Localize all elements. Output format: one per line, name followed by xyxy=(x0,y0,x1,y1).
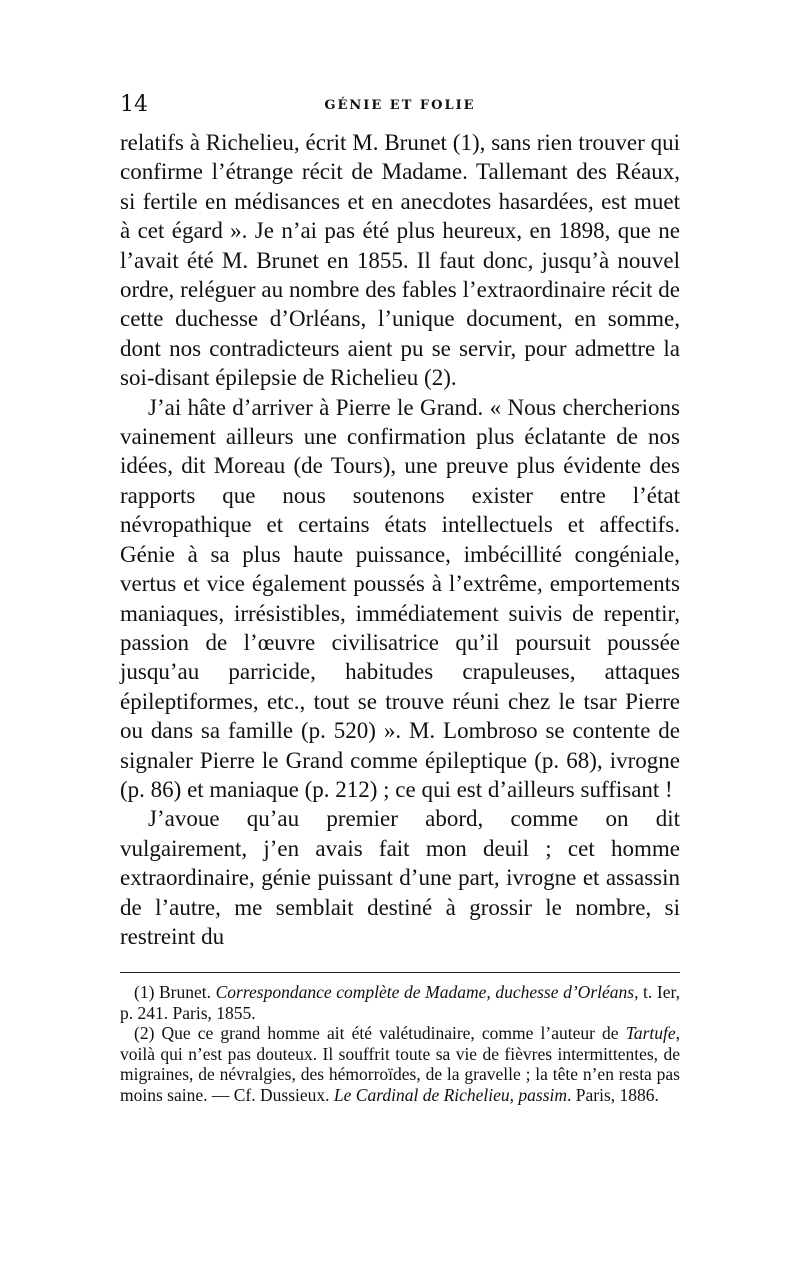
footnote-2 xyxy=(120,1023,680,1105)
running-title: GÉNIE ET FOLIE xyxy=(324,98,476,113)
paragraph-richelieu: relatifs à Richelieu, écrit M. Brunet (1), sans rien trouver qui confirme l’étrange récit de Madame. Tallemant des Réaux, si fertile en médisances et en anecdotes hasardées, est muet à cet égard ». Je n’ai pas été plus heureux, en 1898, que ne l’avait été M. Brunet en 1855. Il faut donc, jusqu’à nouvel ordre, reléguer au nombre des fables l’extraordinaire récit de cette duchesse d’Orléans, l’unique document, en somme, dont nos contradicteurs aient pu se servir, pour admettre la soi-disant épilepsie de Richelieu (2). xyxy=(120,130,680,391)
footnote-2-title: Le Cardinal de Richelieu, passim xyxy=(333,1084,568,1105)
paragraph-aveu: J’avoue qu’au premier abord, comme on dit vulgairement, j’en avais fait mon deuil ; cet homme extraordinaire, génie puissant d’une part, ivrogne et assassin de l’autre, me semblait destiné à grossir le nombre, si restreint du xyxy=(120,806,680,949)
footnote-1-text: (1) Brunet. xyxy=(134,982,216,1002)
paragraph-pierre-le-grand: J’ai hâte d’arriver à Pierre le Grand. « Nous chercherions vainement ailleurs une confirmation plus éclatante de nos idées, dit Moreau (de Tours), une preuve plus évidente des rapports que nous soutenons exister entre l’état névropathique et certains états intellectuels et affectifs. Génie à sa plus haute puissance, imbécillité congéniale, vertus et vice également poussés à l’extrême, emportements maniaques, irrésistibles, immédiatement suivis de repentir, passion de l’œuvre civilisatrice qu’il poursuit poussée jusqu’au parricide, habitudes crapuleuses, attaques épileptiformes, etc., tout se trouve réuni chez le tsar Pierre ou dans sa famille (p. 520) ». M. Lombroso se contente de signaler Pierre le Grand comme épileptique (p. 68), ivrogne (p. 86) et maniaque (p. 212) ; ce qui est d’ailleurs suffisant ! xyxy=(120,394,680,802)
page-number: 14 xyxy=(120,92,148,117)
footnote-2-body: , voilà qui n’est pas douteux. Il souffrit toute sa vie de fièvres intermittentes, de migraines, de névralgies, des hémorroïdes, de la gravelle ; la tête n’en resta pas moins saine. — Cf. Dussieux. xyxy=(120,1023,680,1105)
footnotes xyxy=(120,982,680,1105)
footnote-1 xyxy=(120,982,680,1023)
footnote-rule xyxy=(120,972,680,973)
page-header xyxy=(120,92,680,122)
footnote-1-ref: , t. Ier, p. 241. Paris, 1855. xyxy=(120,982,680,1023)
footnote-1-title: Correspondance complète de Madame, duchesse d’Orléans xyxy=(215,982,635,1002)
footnote-2-text: (2) Que ce grand homme ait été valétudinaire, comme l’auteur de xyxy=(134,1023,626,1043)
footnote-2-work: Tartufe xyxy=(625,1023,676,1043)
main-text xyxy=(120,128,680,951)
footnote-2-ref: . Paris, 1886. xyxy=(567,1084,659,1105)
